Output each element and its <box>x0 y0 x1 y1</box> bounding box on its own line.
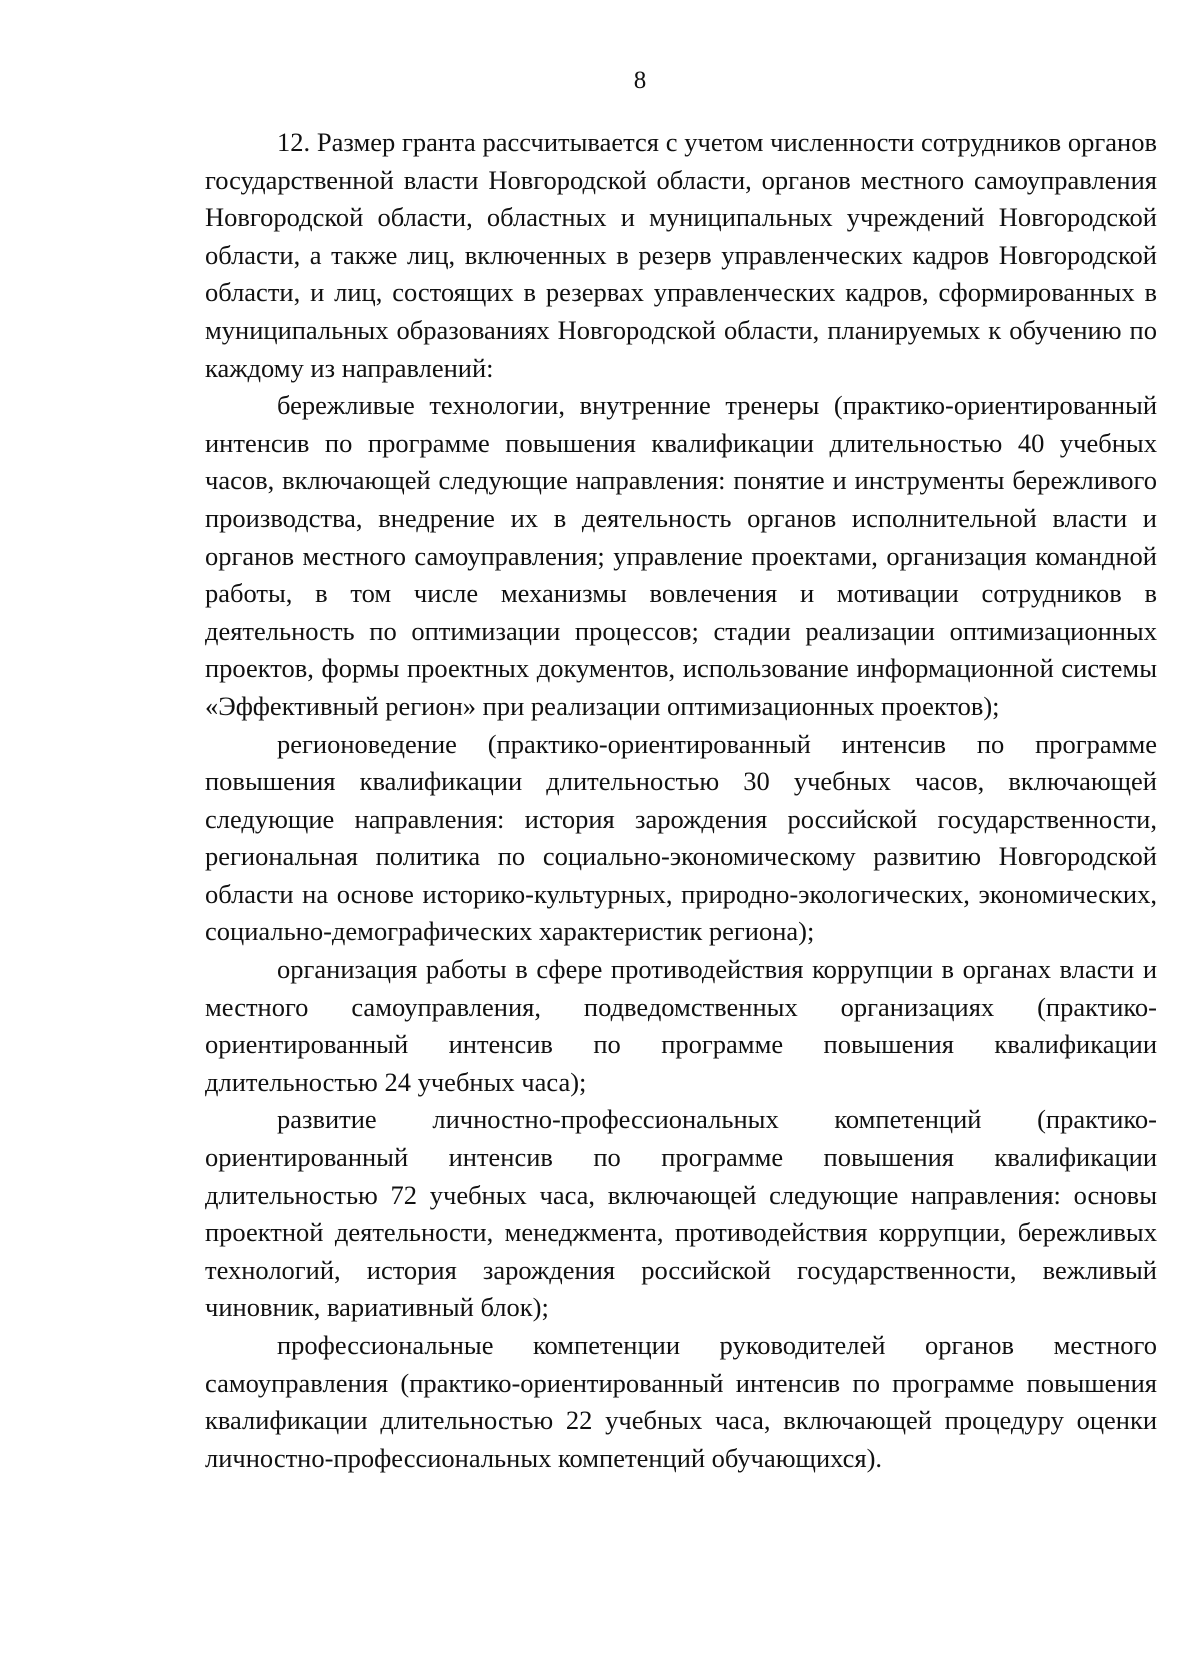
paragraph-professional-competencies: профессиональные компетенции руководителей органов местного самоуправления (практико-ориентированный интенсив по программе повышения квалификации длительностью 22 учебных часа, включающей процедуру оценки личностно-профессиональных компетенций обучающихся). <box>205 1330 1157 1473</box>
paragraph-anti-corruption: организация работы в сфере противодействия коррупции в органах власти и местного самоуправления, подведомственных организациях (практико-ориентированный интенсив по программе повышения квалификации длительностью 24 учебных часа); <box>205 954 1157 1097</box>
paragraph-grant-size: 12. Размер гранта рассчитывается с учетом численности сотрудников органов государственной власти Новгородской области, органов местного самоуправления Новгородской области, областных и муниципальных учреждений Новгородской области, а также лиц, включенных в резерв управленческих кадров Новгородской области, и лиц, состоящих в резервах управленческих кадров, сформированных в муниципальных образованиях Новгородской области, планируемых к обучению по каждому из направлений: <box>205 127 1157 383</box>
paragraph-lean-technologies: бережливые технологии, внутренние тренеры (практико-ориентированный интенсив по программе повышения квалификации длительностью 40 учебных часов, включающей следующие направления: понятие и инструменты бережливого производства, внедрение их в деятельность органов исполнительной власти и органов местного самоуправления; управление проектами, организация командной работы, в том числе механизмы вовлечения и мотивации сотрудников в деятельность по оптимизации процессов; стадии реализации оптимизационных проектов, формы проектных документов, использование информационной системы «Эффективный регион» при реализации оптимизационных проектов); <box>205 390 1157 721</box>
document-body <box>205 124 1157 1477</box>
page-number: 8 <box>633 67 647 94</box>
paragraph-regional-studies: регионоведение (практико-ориентированный интенсив по программе повышения квалификации длительностью 30 учебных часов, включающей следующие направления: история зарождения российской государственности, региональная политика по социально-экономическому развитию Новгородской области на основе историко-культурных, природно-экологических, экономических, социально-демографических характеристик региона); <box>205 728 1157 947</box>
paragraph-personal-competencies: развитие личностно-профессиональных компетенций (практико-ориентированный интенсив по программе повышения квалификации длительностью 72 учебных часа, включающей следующие направления: основы проектной деятельности, менеджмента, противодействия коррупции, бережливых технологий, история зарождения российской государственности, вежливый чиновник, вариативный блок); <box>205 1104 1157 1323</box>
